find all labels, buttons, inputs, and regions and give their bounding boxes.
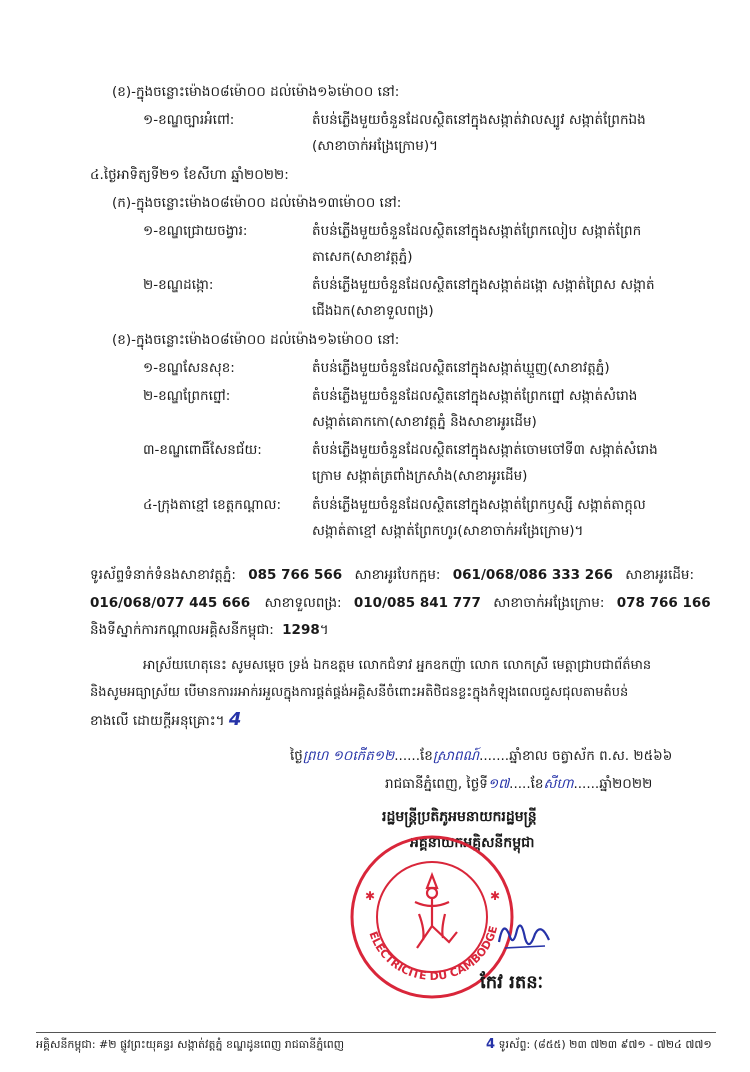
date-text: ......ឆ្នាំ២០២២ xyxy=(573,776,653,792)
footer-address: អគ្គិសនីកម្ពុជា: #២ ផ្លូវព្រះយុគន្ធរ សង្កាត់វត្តភ្នំ ខណ្ឌដូនពេញ រាជធានីភ្នំពេញ xyxy=(36,1038,345,1051)
phone-number: 1298 xyxy=(282,622,320,638)
item-text: (សាខាចាក់អង្រែក្រោម)។ xyxy=(312,138,439,154)
section-b-header: (ខ)-ក្នុងចន្លោះម៉ោង០៨ម៉ោ០០ ដល់ម៉ោង១៦ម៉ោ០០ នៅ: xyxy=(112,332,400,348)
section-b1-header: (ខ)-ក្នុងចន្លោះម៉ោង០៨ម៉ោ០០ ដល់ម៉ោង១៦ម៉ោ០០ នៅ: xyxy=(112,84,400,100)
lunar-date-line xyxy=(290,747,672,765)
item-label: ១-ខណ្ឌច្បារអំពៅ: xyxy=(143,112,235,128)
date-text: .....ខែ xyxy=(509,776,544,792)
phone-number: 061/068/086 333 266 xyxy=(452,567,613,583)
item-text: តំបន់ភ្លើងមួយចំនួនដែលស្ថិតនៅក្នុងសង្កាត់ចោមចៅទី៣ សង្កាត់សំរោង xyxy=(312,442,658,458)
seal-text: ELECTRICITE DU CAMBODGE xyxy=(366,924,501,983)
item-label: ៣-ខណ្ឌពោធិ៍សែនជ័យ: xyxy=(143,442,262,458)
item-text: តាសេក(សាខាវត្តភ្នំ) xyxy=(312,249,413,265)
item-label: ២-ខណ្ឌដង្កោ: xyxy=(143,277,214,293)
item-text: តំបន់ភ្លើងមួយចំនួនដែលស្ថិតនៅក្នុងសង្កាត់ព្រែកលៀប សង្កាត់ព្រែក xyxy=(312,223,642,239)
handwritten-mark: 4 xyxy=(228,709,242,730)
contact-label: និងទីស្នាក់ការកណ្តាលអគ្គិសនីកម្ពុជា: xyxy=(90,622,274,638)
item-text: ជើងឯក(សាខាទួលពង្រ) xyxy=(312,303,434,319)
item-label: ១-ខណ្ឌសែនសុខ: xyxy=(143,360,235,376)
phone-number: 016/068/077 445 666 xyxy=(90,595,251,611)
date-text: .......ឆ្នាំខាល ចត្វាស័ក ព.ស. ២៥៦៦ xyxy=(479,748,673,764)
item-label: ១-ខណ្ឌជ្រោយចង្វារ: xyxy=(143,223,248,239)
closing-paragraph-line xyxy=(90,711,241,730)
item-text: តំបន់ភ្លើងមួយចំនួនដែលស្ថិតនៅក្នុងសង្កាត់វាលស្បូវ សង្កាត់ព្រែកឯង xyxy=(312,112,646,128)
item-text: សង្កាត់គោកកោ(សាខាវត្តភ្នំ និងសាខាអូរដើម) xyxy=(312,414,537,430)
phone-number: 010/085 841 777 xyxy=(353,595,481,611)
star-icon: ✱ xyxy=(490,889,501,903)
civil-date-line xyxy=(385,775,652,793)
handwritten-date: ព្រហ ១០កើត១២ xyxy=(302,748,395,764)
signatory-title: អគ្គនាយកអគ្គិសនីកម្ពុជា xyxy=(410,835,535,851)
date-text: ថ្ងៃ xyxy=(290,748,303,764)
item-text: តំបន់ភ្លើងមួយចំនួនដែលស្ថិតនៅក្នុងសង្កាត់ព្រែកឫស្សី សង្កាត់តាក្តុល xyxy=(312,497,646,513)
item-text: ក្រោម សង្កាត់ត្រពាំងក្រសាំង(សាខាអូរដើម) xyxy=(312,468,528,484)
handwritten-month: សីហា xyxy=(543,776,574,792)
handwritten-signature xyxy=(495,912,555,957)
phone-number: 078 766 166 xyxy=(616,595,711,611)
date-text: ......ខែ xyxy=(394,748,433,764)
handwritten-month: ស្រាពណ៍ xyxy=(432,748,480,764)
footer-divider xyxy=(36,1032,716,1033)
contact-line-2 xyxy=(90,594,711,612)
handwritten-day: ១៧ xyxy=(487,776,510,792)
star-icon: ✱ xyxy=(365,889,376,903)
phone-number: 085 766 566 xyxy=(248,567,343,583)
item-label: ៤-ក្រុងតាខ្មៅ ខេត្តកណ្តាល: xyxy=(143,497,282,513)
day-heading: ៤.ថ្ងៃអាទិត្យទី២១ ខែសីហា ឆ្នាំ២០២២: xyxy=(90,167,289,183)
sentence-end: ។ xyxy=(319,622,329,638)
contact-label: សាខាអូរបែកក្អម: xyxy=(354,567,441,583)
closing-paragraph-line: និងសូមអធ្យាស្រ័យ បើមានការរអាក់រអួលក្នុងការផ្គត់ផ្គង់អគ្គិសនីចំពោះអតិថិជនខ្លះក្នុងកំឡុងពេលជួសជុលតាមតំបន់ xyxy=(90,685,629,700)
section-a-header: (ក)-ក្នុងចន្លោះម៉ោង០៨ម៉ោ០០ ដល់ម៉ោង១៣ម៉ោ០០ នៅ: xyxy=(112,195,402,211)
item-label: ២-ខណ្ឌព្រែកព្នៅ: xyxy=(143,388,231,404)
apsara-dancer-icon xyxy=(415,875,457,948)
item-text: តំបន់ភ្លើងមួយចំនួនដែលស្ថិតនៅក្នុងសង្កាត់ព្រែកព្នៅ សង្កាត់សំរោង xyxy=(312,388,638,404)
closing-text: ខាងលើ ដោយក្តីអនុគ្រោះ។ xyxy=(90,713,225,729)
contact-label: សាខាចាក់អង្រែក្រោម: xyxy=(493,595,605,611)
item-text: តំបន់ភ្លើងមួយចំនួនដែលស្ថិតនៅក្នុងសង្កាត់ដង្កោ សង្កាត់ព្រៃស សង្កាត់ xyxy=(312,277,655,293)
footer-phone-text: ទូរស័ព្ទ: (៨៥៥) ២៣ ៧២៣ ៩៧១ - ៧២៤ ៧៧១ xyxy=(498,1038,712,1051)
signatory-title: រដ្ឋមន្ត្រីប្រតិភូអមនាយករដ្ឋមន្ត្រី xyxy=(382,809,537,825)
closing-paragraph-line: អាស្រ័យហេតុនេះ សូមសម្តេច ទ្រង់ ឯកឧត្តម លោកជំទាវ អ្នកឧកញ៉ា លោក លោកស្រី មេត្តាជ្រាបជាព័ត៌មាន xyxy=(143,658,652,673)
contact-label: សាខាអូរដើម: xyxy=(625,567,695,583)
pen-mark-icon: 4 xyxy=(486,1037,496,1052)
item-text: សង្កាត់តាខ្មៅ សង្កាត់ព្រែកហូរ(សាខាចាក់អង្រែក្រោម)។ xyxy=(312,523,584,539)
footer-phone xyxy=(486,1038,712,1052)
contact-label: ទូរស័ព្ទទំនាក់ទំនងសាខាវត្តភ្នំ: xyxy=(90,567,236,583)
item-text: តំបន់ភ្លើងមួយចំនួនដែលស្ថិតនៅក្នុងសង្កាត់ឃ្មួញ(សាខាវត្តភ្នំ) xyxy=(312,360,610,376)
signatory-name: កែវ រតនៈ xyxy=(480,972,544,993)
contact-label: សាខាទួលពង្រ: xyxy=(264,595,342,611)
date-text: រាជធានីភ្នំពេញ, ថ្ងៃទី xyxy=(385,776,488,792)
contact-line-3 xyxy=(90,621,329,639)
contact-line-1 xyxy=(90,566,694,584)
